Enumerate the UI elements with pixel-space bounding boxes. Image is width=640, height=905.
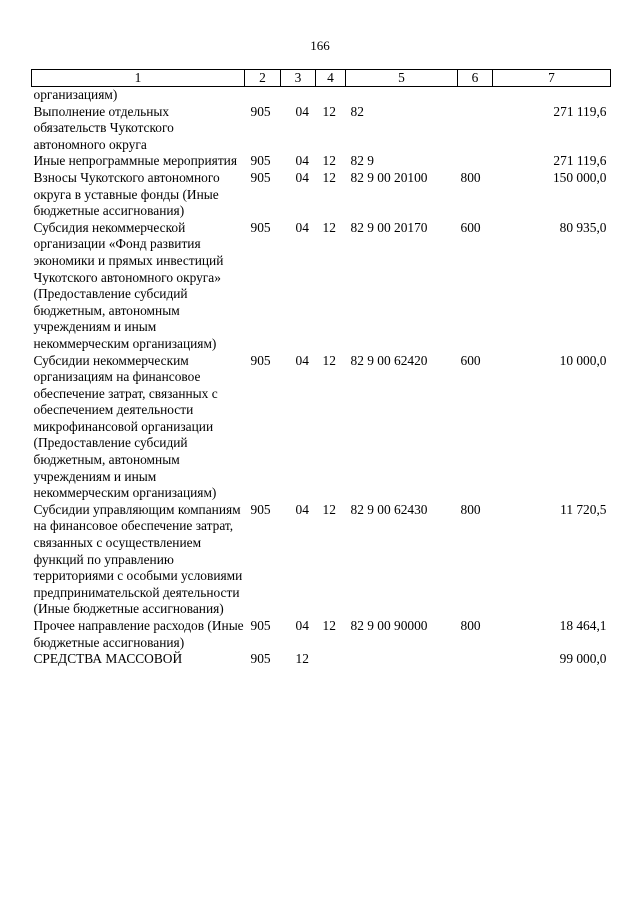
- row-expense-type-cell: 600: [460, 352, 481, 368]
- row-name-cell: Выполнение отдельных обязательств Чукотского автономного округа: [33, 103, 174, 152]
- row-grbs-cell: 905: [250, 618, 271, 633]
- row-expense-type-cell: [458, 651, 493, 668]
- row-section-cell: 04: [295, 219, 309, 235]
- row-subsection-cell: 12: [322, 103, 336, 119]
- row-expense-type-cell: [458, 104, 493, 154]
- table-row: [32, 651, 611, 668]
- row-section-cell: 04: [295, 103, 309, 119]
- row-amount-cell: 80 935,0: [559, 219, 607, 235]
- header-col-5: 5: [346, 70, 458, 87]
- table-row: [32, 502, 611, 618]
- row-amount-cell: 150 000,0: [552, 169, 607, 185]
- header-col-7: 7: [493, 70, 611, 87]
- budget-table: [31, 69, 611, 668]
- row-target-article-cell: 82 9 00 20100: [350, 169, 428, 185]
- row-subsection-cell: 12: [322, 153, 336, 169]
- row-grbs-cell: 905: [250, 352, 271, 368]
- row-subsection-cell: 12: [322, 618, 336, 633]
- row-target-article-cell: [346, 87, 458, 104]
- row-section-cell: 04: [295, 153, 309, 169]
- row-section-cell: 12: [295, 651, 309, 667]
- row-amount-cell: 10 000,0: [559, 352, 607, 368]
- table-header-row: [32, 70, 611, 87]
- row-expense-type-cell: [458, 87, 493, 104]
- row-amount-cell: [493, 87, 611, 104]
- header-col-1: 1: [32, 70, 245, 87]
- header-col-3: 3: [281, 70, 316, 87]
- row-expense-type-cell: 800: [460, 618, 481, 633]
- row-target-article-cell: 82 9 00 90000: [350, 618, 428, 633]
- row-name-cell: Субсидия некоммерческой организации «Фонд развития экономики и прямых инвестиций Чукотского автономного округа» (Предоставление субсидий бюджетным, автономным учреждениям и иным некоммерческим организациям): [33, 219, 224, 351]
- row-section-cell: [281, 87, 316, 104]
- header-col-4: 4: [316, 70, 346, 87]
- table-row: [32, 104, 611, 154]
- row-grbs-cell: 905: [250, 103, 271, 119]
- row-subsection-cell: 12: [322, 219, 336, 235]
- row-subsection-cell: [316, 651, 346, 668]
- row-section-cell: 04: [295, 169, 309, 185]
- row-target-article-cell: 82 9: [350, 153, 374, 169]
- row-subsection-cell: 12: [322, 501, 336, 517]
- table-row: [32, 220, 611, 353]
- row-target-article-cell: 82 9 00 20170: [350, 219, 428, 235]
- row-name-cell: Прочее направление расходов (Иные бюджетные ассигнования): [33, 618, 244, 650]
- row-name-cell: Субсидии управляющим компаниям на финансовое обеспечение затрат, связанных с осуществлением функций по управлению территориями с особыми условиями предпринимательской деятельности (Иные бюджетные ассигнования): [33, 501, 243, 617]
- row-target-article-cell: 82: [350, 103, 364, 119]
- row-grbs-cell: 905: [250, 169, 271, 185]
- row-grbs-cell: [245, 87, 281, 104]
- row-name-cell: Субсидии некоммерческим организациям на финансовое обеспечение затрат, связанных с обеспечением деятельности микрофинансовой организации (Предоставление субсидий бюджетным, автономным учреждениям и иным некоммерческим организациям): [33, 352, 218, 501]
- row-target-article-cell: [346, 651, 458, 668]
- row-grbs-cell: 905: [250, 153, 271, 169]
- table-row: [32, 87, 611, 104]
- row-amount-cell: 18 464,1: [559, 618, 607, 633]
- row-name-cell: Взносы Чукотского автономного округа в уставные фонды (Иные бюджетные ассигнования): [33, 169, 220, 219]
- row-name-cell: СРЕДСТВА МАССОВОЙ: [33, 651, 183, 667]
- row-amount-cell: 11 720,5: [560, 501, 607, 517]
- row-subsection-cell: [316, 87, 346, 104]
- page-number: 166: [310, 38, 330, 53]
- row-name-cell: Иные непрограммные мероприятия: [33, 153, 237, 169]
- row-subsection-cell: 12: [322, 169, 336, 185]
- row-section-cell: 04: [295, 618, 309, 633]
- row-expense-type-cell: 800: [460, 501, 481, 517]
- header-col-6: 6: [458, 70, 493, 87]
- row-grbs-cell: 905: [250, 651, 271, 667]
- table-row: [32, 353, 611, 502]
- table-body: [32, 87, 611, 668]
- row-section-cell: 04: [295, 352, 309, 368]
- row-expense-type-cell: 800: [460, 169, 481, 185]
- row-grbs-cell: 905: [250, 501, 271, 517]
- row-subsection-cell: 12: [322, 352, 336, 368]
- row-amount-cell: 271 119,6: [553, 103, 607, 119]
- row-amount-cell: 99 000,0: [559, 651, 607, 667]
- row-expense-type-cell: 600: [460, 219, 481, 235]
- row-target-article-cell: 82 9 00 62430: [350, 501, 428, 517]
- header-col-2: 2: [245, 70, 281, 87]
- row-section-cell: 04: [295, 501, 309, 517]
- row-expense-type-cell: [458, 153, 493, 170]
- row-target-article-cell: 82 9 00 62420: [350, 352, 428, 368]
- row-amount-cell: 271 119,6: [553, 153, 607, 169]
- row-name-cell: организациям): [33, 87, 118, 102]
- table-row: [32, 170, 611, 220]
- table-row: [32, 153, 611, 170]
- table-row: [32, 618, 611, 651]
- row-grbs-cell: 905: [250, 219, 271, 235]
